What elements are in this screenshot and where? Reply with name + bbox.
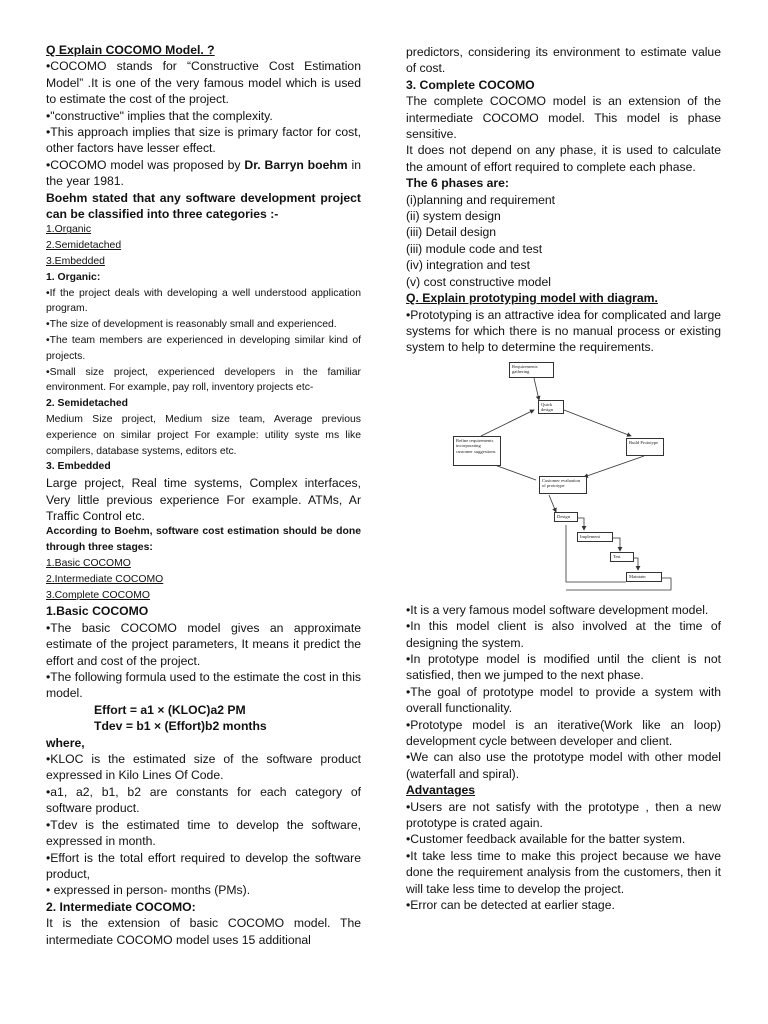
implement-box: Implement (577, 532, 613, 542)
paragraph: Medium Size project, Medium size team, Average previous experience on similar project For example: utility syste ms like compilers, database systems, editors etc. (46, 414, 361, 457)
paragraph: where, (46, 735, 85, 750)
paragraph: •"constructive" implies that the complexity. (46, 108, 273, 123)
paragraph: •Error can be detected at earlier stage. (406, 898, 615, 913)
paragraph: •Prototyping is an attractive idea for complicated and large systems for which there is no manual process or existing system to help to determine the requirements. (406, 307, 721, 355)
paragraph: Boehm stated that any software development project can be classified into three categories :- (46, 190, 361, 222)
paragraph: •It is a very famous model software development model. (406, 602, 709, 617)
paragraph: predictors, considering its environment to estimate value of cost. (406, 45, 721, 76)
paragraph: •It take less time to make this project because we have done the requirement analysis from the customers, then it will take less time to develop the project. (406, 848, 721, 896)
paragraph (46, 157, 361, 190)
paragraph: •In this model client is also involved at the time of designing the system. (406, 619, 721, 650)
paragraph: •Customer feedback available for the batter system. (406, 832, 686, 847)
design-box: Design (554, 512, 578, 522)
category-item: 1.Organic (46, 224, 92, 236)
paragraph: •KLOC is the estimated size of the software product expressed in Kilo Lines Of Code. (46, 752, 361, 783)
refine-requirements-box: Refine requirements incorporating customer suggestions (453, 436, 501, 466)
section-heading: The 6 phases are: (406, 176, 509, 191)
section-heading: 2. Semidetached (46, 398, 129, 410)
paragraph: Large project, Real time systems, Complex interfaces, Very little previous experience For example. ATMs, Ar Traffic Control etc. (46, 476, 361, 524)
category-item: 2.Semidetached (46, 240, 122, 252)
paragraph: •a1, a2, b1, b2 are constants for each category of software product. (46, 784, 361, 816)
prototyping-diagram (406, 360, 721, 598)
left-column (46, 42, 361, 948)
text-span: in the year 1981. (46, 157, 361, 189)
stage-item: 3.Complete COCOMO (46, 589, 150, 601)
customer-evaluation-box: Customer evaluation of prototype (539, 476, 587, 494)
question-title: Q. Explain prototyping model with diagram. (406, 291, 658, 306)
paragraph: It does not depend on any phase, it is used to calculate the amount of effort required to complete each phase. (406, 143, 721, 174)
text-span: •COCOMO model was proposed by (46, 157, 245, 172)
paragraph: •This approach implies that size is primary factor for cost, other factors have lesser effect. (46, 125, 361, 156)
paragraph: It is the extension of basic COCOMO model. The intermediate COCOMO model uses 15 additional (46, 916, 361, 947)
paragraph: •The goal of prototype model to provide a system with overall functionality. (406, 684, 721, 716)
section-heading: 3. Complete COCOMO (406, 77, 535, 92)
author-name: Dr. Barryn boehm (244, 157, 348, 172)
paragraph: •The basic COCOMO model gives an approximate estimate of the project parameters, It means it predict the effort and cost of the project. (46, 620, 361, 668)
paragraph: •Small size project, experienced developers in the familiar environment. For example, pay roll, inventory projects etc- (46, 366, 361, 394)
paragraph: •Effort is the total effort required to develop the software product, (46, 850, 361, 881)
paragraph: •Users are not satisfy with the prototype , then a new prototype is crated again. (406, 799, 721, 830)
requirements-gathering-box: Requirements gathering (509, 362, 554, 378)
formula: Effort = a1 × (KLOC)a2 PM (94, 702, 246, 717)
section-heading: 1.Basic COCOMO (46, 604, 149, 619)
stage-item: 2.Intermediate COCOMO (46, 573, 164, 585)
formula: Tdev = b1 × (Effort)b2 months (94, 719, 267, 734)
paragraph: •The team members are experienced in developing similar kind of projects. (46, 335, 361, 362)
quick-design-box: Quick design (538, 400, 564, 414)
paragraph: According to Boehm, software cost estimation should be done through three stages: (46, 526, 361, 554)
phase-item: (i)planning and requirement (406, 192, 556, 207)
paragraph: The complete COCOMO model is an extension of the intermediate COCOMO model. This model is phase sensitive. (406, 94, 721, 142)
section-heading: 3. Embedded (46, 461, 111, 473)
test-box: Test (610, 552, 634, 562)
phase-item: (iii) module code and test (406, 241, 543, 256)
paragraph: • expressed in person- months (PMs). (46, 883, 251, 898)
paragraph: •We can also use the prototype model with other model (waterfall and spiral). (406, 750, 721, 781)
section-heading: Advantages (406, 783, 476, 798)
build-prototype-box: Build Prototype (626, 438, 664, 456)
phase-item: (ii) system design (406, 209, 501, 224)
section-heading: 1. Organic: (46, 271, 101, 283)
paragraph: •If the project deals with developing a well understood application program. (46, 287, 361, 315)
paragraph: •The size of development is reasonably small and experienced. (46, 319, 337, 331)
stage-item: 1.Basic COCOMO (46, 558, 131, 570)
phase-item: (iii) Detail design (406, 225, 497, 240)
right-column (406, 44, 721, 913)
paragraph: •The following formula used to the estimate the cost in this model. (46, 670, 361, 701)
category-item: 3.Embedded (46, 256, 105, 268)
phase-item: (v) cost constructive model (406, 274, 551, 289)
paragraph: •Prototype model is an iterative(Work like an loop) development cycle between developer and client. (406, 717, 721, 748)
section-heading: 2. Intermediate COCOMO: (46, 899, 196, 914)
maintain-box: Maintain (626, 572, 662, 582)
paragraph: •Tdev is the estimated time to develop the software, expressed in month. (46, 817, 361, 849)
paragraph: •COCOMO stands for “Constructive Cost Estimation Model” .It is one of the very famous model which is used to estimate the cost of the project. (46, 59, 361, 107)
question-title: Q Explain COCOMO Model. ? (46, 43, 215, 57)
phase-item: (iv) integration and test (406, 258, 530, 273)
paragraph: •In prototype model is modified until the client is not satisfied, then we jumped to the next phase. (406, 651, 721, 683)
